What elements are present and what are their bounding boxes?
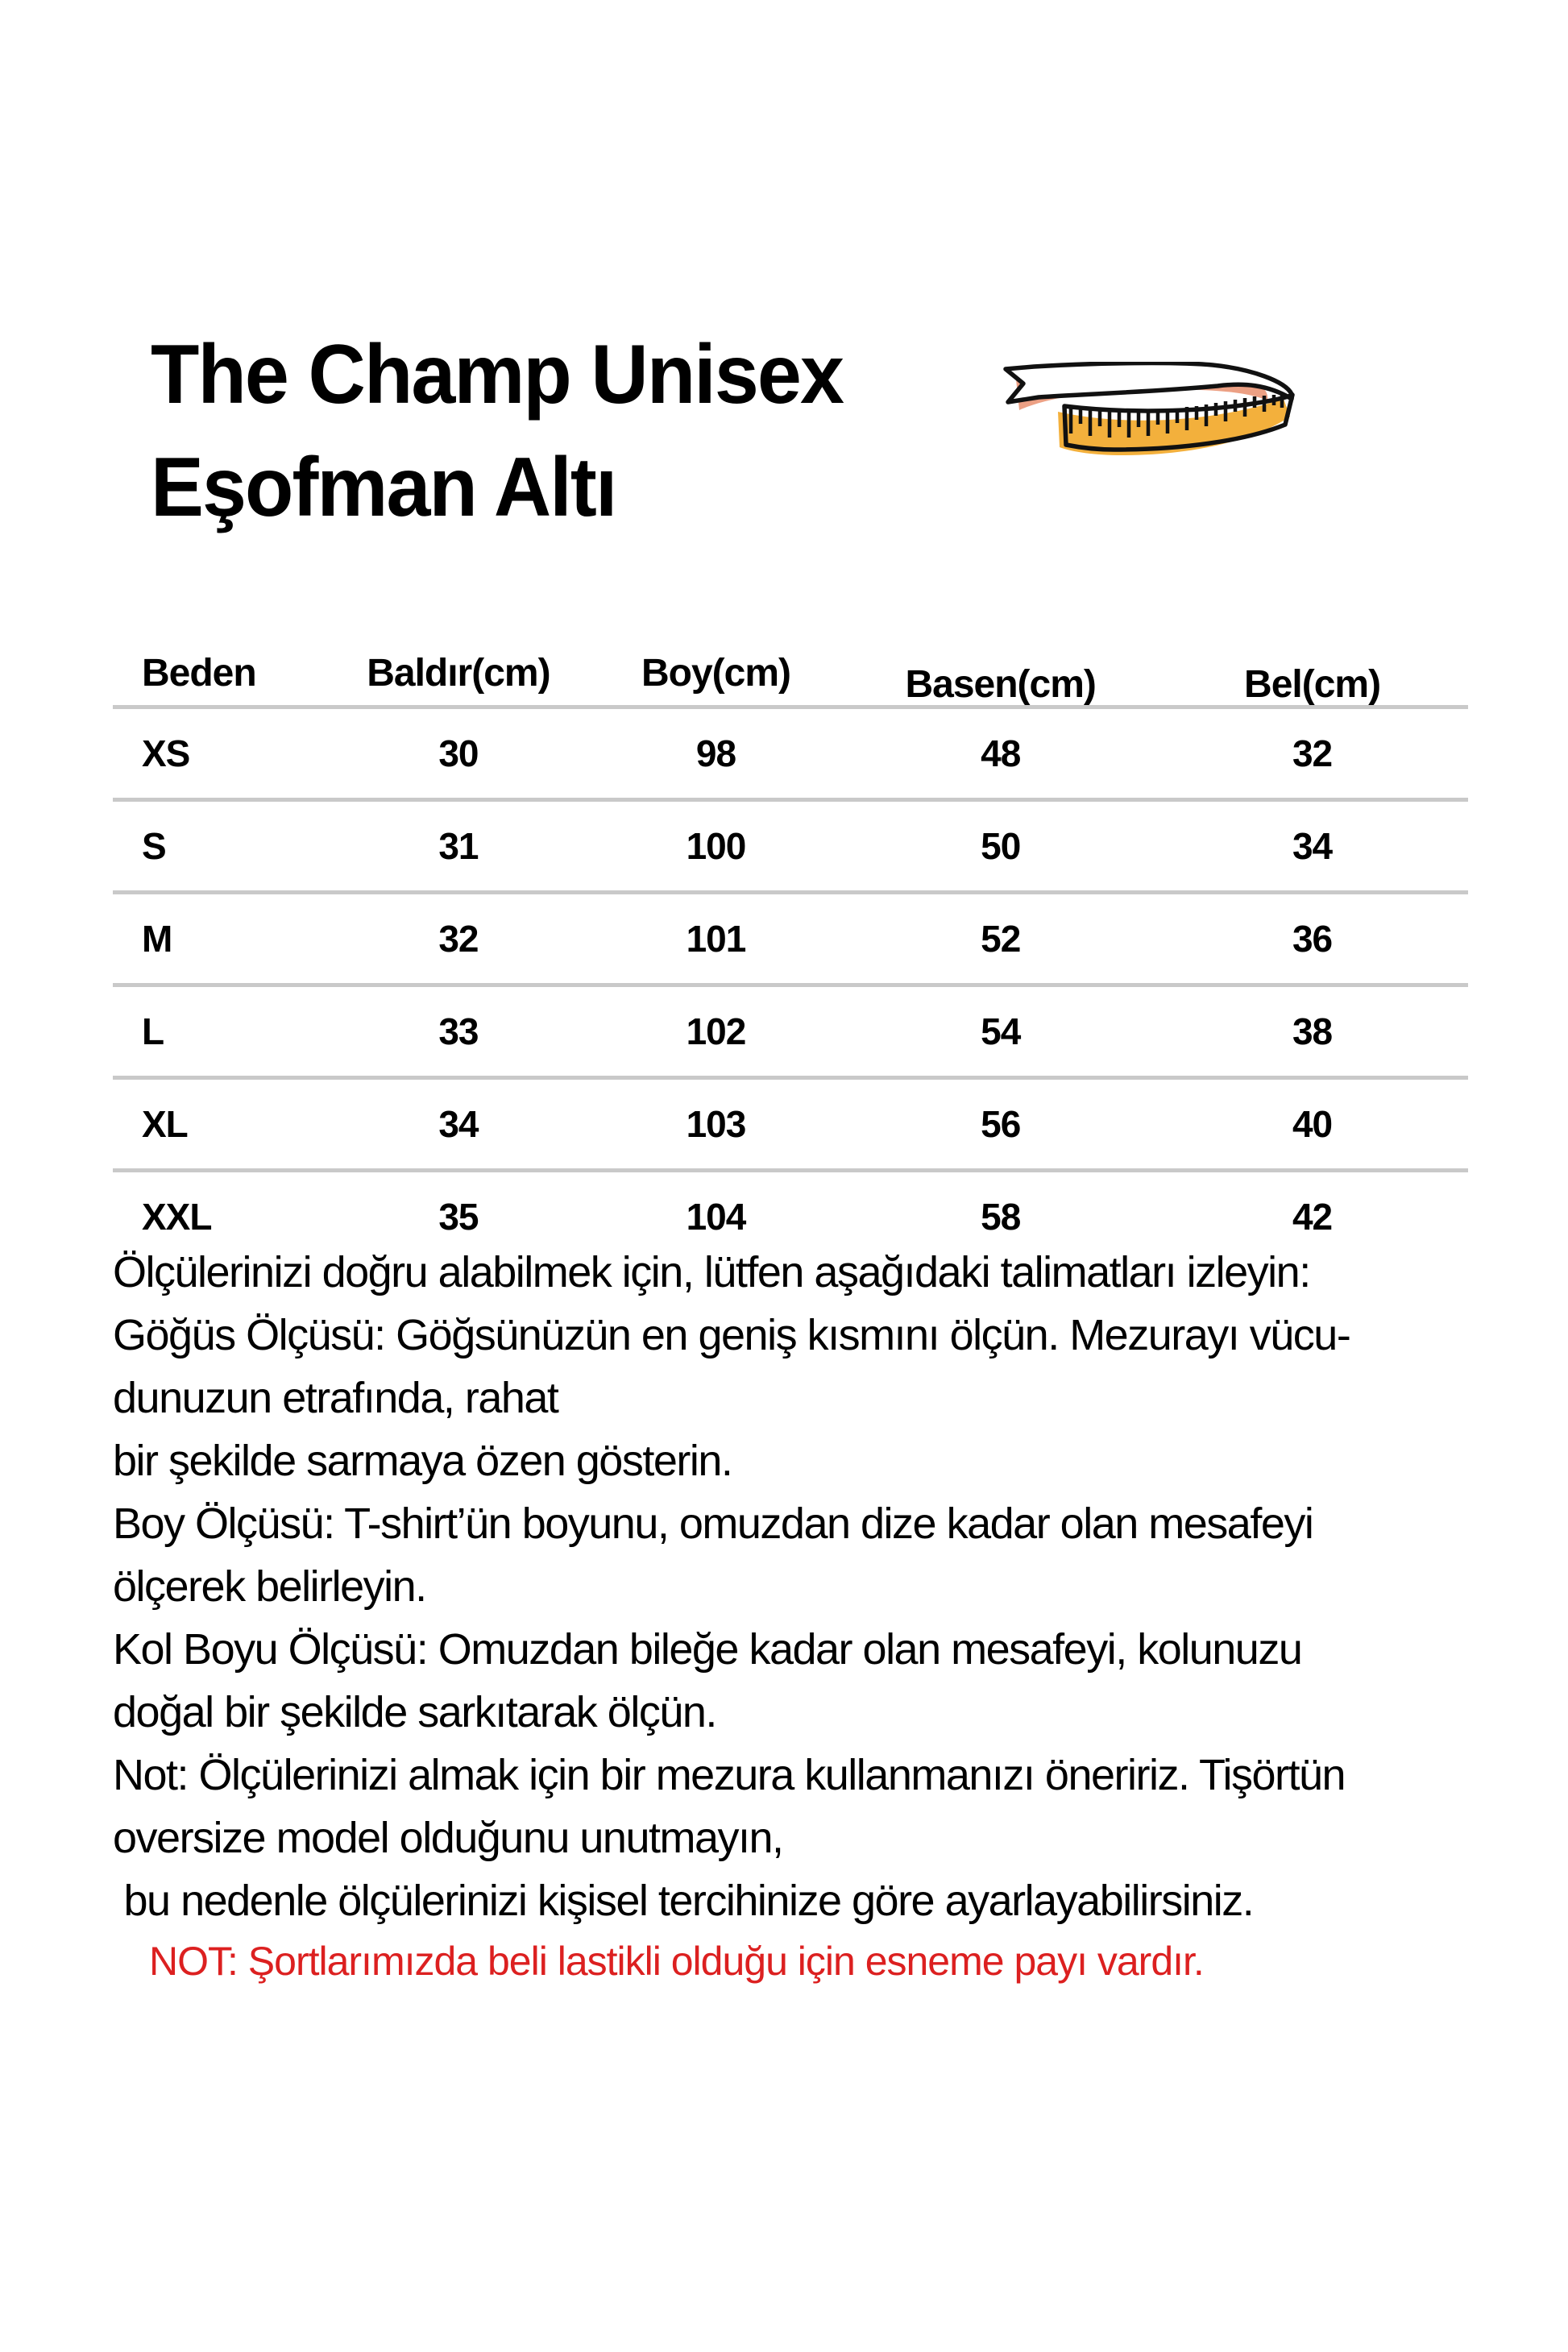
measure-value-cell: 56 [844, 1078, 1156, 1171]
size-chart-table [113, 641, 1468, 1261]
column-header-beden [113, 641, 330, 707]
table-row [113, 800, 1468, 893]
column-header-label: Baldır(cm) [367, 651, 550, 695]
page-title [151, 318, 843, 544]
column-header-baldir [330, 641, 587, 707]
table-row [113, 1078, 1468, 1171]
instructions-line: dunuzun etrafında, rahat [113, 1374, 558, 1422]
measure-value-cell: 104 [686, 1196, 746, 1238]
measure-value-cell: 33 [330, 985, 587, 1078]
instructions-line: doğal bir şekilde sarkıtarak ölçün. [113, 1688, 716, 1736]
measure-value-cell: 40 [1156, 1078, 1468, 1171]
column-header-label: Bel(cm) [1244, 662, 1381, 706]
instructions-text [113, 1241, 1531, 1932]
measure-value-cell: 42 [1292, 1196, 1333, 1238]
measure-value-cell: 30 [330, 707, 587, 800]
instructions-line: Boy Ölçüsü: T-shirt’ün boyunu, omuzdan dize kadar olan mesafeyi [113, 1500, 1313, 1548]
tape-measure-icon [1002, 362, 1312, 463]
table-row [113, 985, 1468, 1078]
size-label-cell: M [113, 893, 330, 985]
column-header-label: Basen(cm) [905, 662, 1096, 706]
size-table-body [113, 707, 1468, 1262]
table-row [113, 707, 1468, 800]
measure-value-cell: 32 [330, 893, 587, 985]
instructions-line: bir şekilde sarmaya özen gösterin. [113, 1437, 732, 1485]
measure-value-cell: 48 [844, 707, 1156, 800]
column-header-label: Beden [142, 651, 256, 695]
measure-value-cell: 31 [330, 800, 587, 893]
table-header-row [113, 641, 1468, 707]
instructions-line: Not: Ölçülerinizi almak için bir mezura kullanmanızı öneririz. Tişörtün [113, 1751, 1346, 1799]
measure-value-cell: 35 [438, 1196, 479, 1238]
size-label-cell: L [113, 985, 330, 1078]
size-label-cell: S [113, 800, 330, 893]
table-row [113, 893, 1468, 985]
page-title-line2: Eşofman Altı [151, 441, 616, 534]
measure-value-cell: 101 [587, 893, 845, 985]
measure-value-cell: 34 [1156, 800, 1468, 893]
instructions-line: Göğüs Ölçüsü: Göğsünüzün en geniş kısmını ölçün. Mezurayı vücu- [113, 1311, 1350, 1359]
instructions-line: oversize model olduğunu unutmayın, [113, 1814, 783, 1862]
measure-value-cell: 58 [981, 1196, 1021, 1238]
measure-value-cell: 38 [1156, 985, 1468, 1078]
measure-value-cell: 103 [587, 1078, 845, 1171]
measure-value-cell: 32 [1156, 707, 1468, 800]
instructions-line: ölçerek belirleyin. [113, 1562, 426, 1611]
measure-value-cell: 102 [587, 985, 845, 1078]
measure-value-cell: 34 [330, 1078, 587, 1171]
measure-value-cell: 98 [587, 707, 845, 800]
instructions-line: bu nedenle ölçülerinizi kişisel tercihinize göre ayarlayabilirsiniz. [113, 1877, 1254, 1925]
column-header-label: Boy(cm) [641, 651, 790, 695]
measure-value-cell: 36 [1156, 893, 1468, 985]
instructions-line: Ölçülerinizi doğru alabilmek için, lütfen aşağıdaki talimatları izleyin: [113, 1248, 1310, 1296]
measure-value-cell: 50 [844, 800, 1156, 893]
measure-value-cell: 54 [844, 985, 1156, 1078]
measure-value-cell: 100 [587, 800, 845, 893]
page-title-line1: The Champ Unisex [151, 328, 843, 421]
size-label-cell: XL [113, 1078, 330, 1171]
instructions-line: Kol Boyu Ölçüsü: Omuzdan bileğe kadar olan mesafeyi, kolunuzu [113, 1625, 1302, 1674]
column-header-bel [1156, 641, 1468, 707]
stretch-note: NOT: Şortlarımızda beli lastikli olduğu için esneme payı vardır. [149, 1939, 1204, 1984]
size-label-cell: XXL [142, 1196, 212, 1238]
measure-value-cell: 52 [844, 893, 1156, 985]
column-header-basen [844, 641, 1156, 707]
tape-ribbon [1006, 363, 1292, 402]
column-header-boy [587, 641, 845, 707]
size-label-cell: XS [113, 707, 330, 800]
